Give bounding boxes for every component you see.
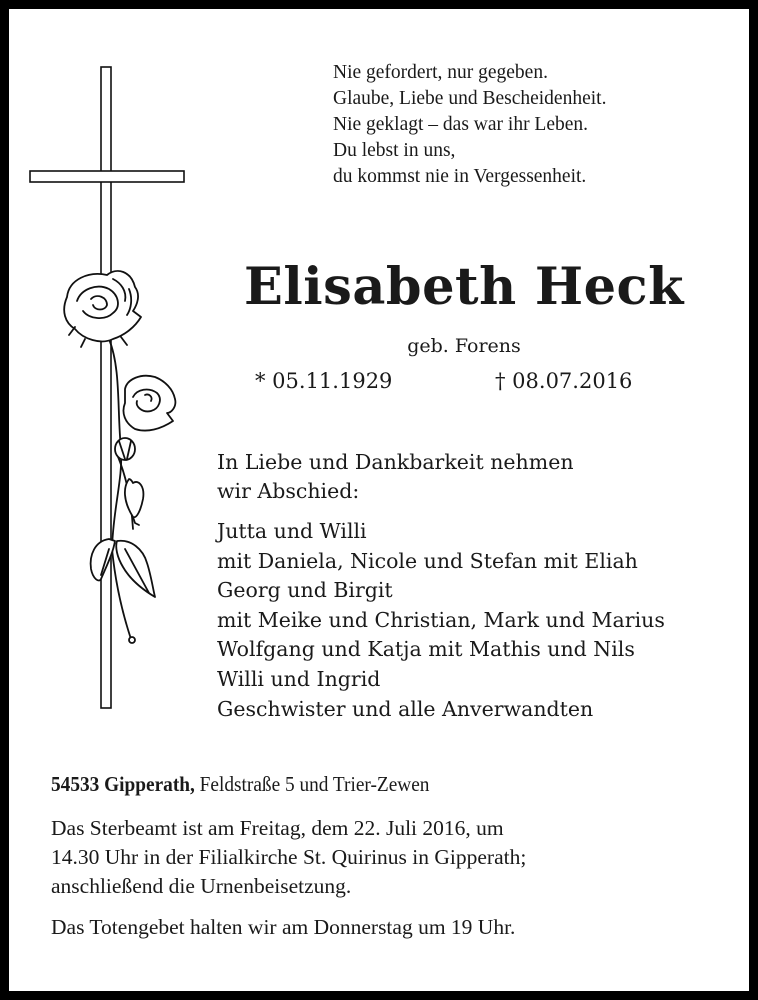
- farewell-intro-line: wir Abschied:: [217, 479, 360, 503]
- poem-line: Du lebst in uns,: [333, 140, 456, 161]
- service-line: anschließend die Urnenbeisetzung.: [51, 874, 352, 898]
- mourner-line: mit Daniela, Nicole und Stefan mit Eliah: [217, 548, 638, 573]
- service-line: Das Sterbeamt ist am Freitag, dem 22. Juli 2016, um: [51, 816, 504, 840]
- mourner-line: Geschwister und alle Anverwandten: [217, 696, 594, 721]
- mourner-line: mit Meike und Christian, Mark und Marius: [217, 607, 665, 632]
- birth-date: * 05.11.1929: [255, 369, 393, 393]
- poem-line: du kommst nie in Vergessenheit.: [333, 166, 587, 187]
- obituary-notice: [9, 9, 749, 991]
- farewell-intro: [217, 448, 574, 506]
- deceased-name: Elisabeth Heck: [244, 257, 684, 317]
- poem-line: Glaube, Liebe und Bescheidenheit.: [333, 88, 607, 109]
- mourner-line: Willi und Ingrid: [217, 666, 381, 691]
- address: [51, 772, 429, 797]
- cross-with-roses-icon: [9, 9, 209, 729]
- maiden-name: geb. Forens: [407, 335, 521, 357]
- address-street: Feldstraße 5 und Trier-Zewen: [194, 772, 430, 796]
- service-info: [51, 814, 741, 901]
- mourner-line: Jutta und Willi: [217, 519, 367, 543]
- mourners-list: [217, 517, 665, 724]
- address-place: 54533 Gipperath,: [51, 772, 195, 796]
- poem-line: Nie geklagt – das war ihr Leben.: [333, 114, 589, 135]
- service-line: 14.30 Uhr in der Filialkirche St. Quirinus in Gipperath;: [51, 845, 527, 869]
- poem: [333, 60, 606, 190]
- farewell-intro-line: In Liebe und Dankbarkeit nehmen: [217, 450, 574, 474]
- death-date: † 08.07.2016: [495, 369, 633, 393]
- poem-line: Nie gefordert, nur gegeben.: [333, 62, 548, 83]
- mourner-line: Wolfgang und Katja mit Mathis und Nils: [217, 637, 635, 662]
- mourner-line: Georg und Birgit: [217, 578, 393, 603]
- prayer-info: Das Totengebet halten wir am Donnerstag um 19 Uhr.: [51, 915, 516, 939]
